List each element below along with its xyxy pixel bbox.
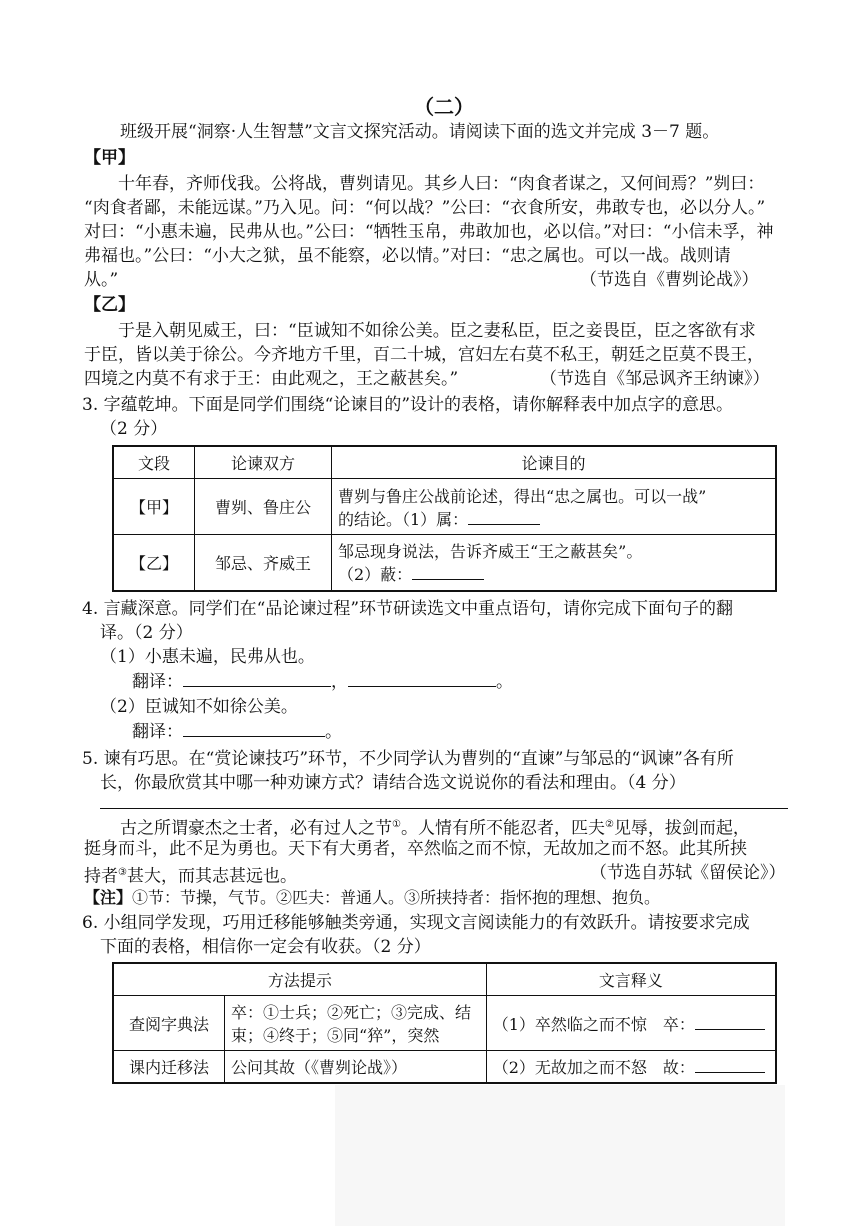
table-header-cell: 文段 [113,446,195,479]
item-cell [486,1051,776,1084]
table-row [113,479,776,535]
passage-3-source: （节选自苏轼《留侯论》） [590,863,786,883]
segment-cell: 【甲】 [113,479,195,535]
question-6-table [112,962,777,1084]
translation-row-1 [132,671,513,693]
question-4-item-2: （2）臣诚知不如徐公美。 [100,697,298,717]
purpose-text: 邹忌现身说法，告诉齐威王“王之蔽甚矣”。 [338,542,643,562]
translation-blank[interactable] [183,671,331,687]
passage-3-line: 挺身而斗，此不足为勇也。天下有大勇者，卒然临之而不惊，无故加之而不怒。此其所挟 [84,839,747,859]
question-5-text-2: 长，你最欣赏其中哪一种劝谏方式？请结合选文说说你的看法和理由。（4 分） [100,773,686,793]
passage-text: 。人情有所不能忍者，匹夫 [400,818,605,839]
passage-text: 甚大，而其志甚远也。 [126,866,297,887]
translate-label: 翻译： [132,672,183,692]
translate-label: 翻译： [132,722,183,742]
passage-jia-source: （节选自《曹刿论战》） [580,270,759,290]
question-3-table [112,445,777,592]
purpose-text: 的结论。（1）属： [338,509,469,529]
intro-text: 班级开展“洞察·人生智慧”文言文探究活动。请阅读下面的选文并完成 3－7 题。 [120,122,720,142]
passage-jia-line: “肉食者鄙，未能远谋。”乃入见。问：“何以战？”公曰：“衣食所安，弗敢专也，必以分人。” [84,198,766,218]
answer-blank-bi[interactable] [412,564,484,580]
translation-blank[interactable] [183,721,325,737]
passage-3-line [120,814,750,840]
note-text: ①节：节操，气节。②匹夫：普通人。③所挟持者：指怀抱的理想、抱负。 [132,888,661,907]
passage-text: 古之所谓豪杰之士者，必有过人之节 [120,818,392,839]
parties-cell: 邹忌、齐威王 [195,535,332,591]
hint-text: 卒：①士兵；②死亡；③完成、结 [231,1003,472,1022]
question-4-text: 4. 言藏深意。同学们在“品论谏过程”环节研读选文中重点语句，请你完成下面句子的翻 [82,599,734,619]
question-6-text-2: 下面的表格，相信你一定会有收获。（2 分） [100,937,431,957]
table-row [113,1051,776,1084]
purpose-cell [332,479,777,535]
purpose-text: （2）蔽： [338,565,413,585]
parties-cell: 曹刿、鲁庄公 [195,479,332,535]
passage-text: 持者 [84,866,118,887]
section-title: （二） [414,95,474,119]
passage-3-line [84,862,297,888]
hint-text: 束；④终于；⑤同“猝”，突然 [231,1026,440,1045]
table-header-cell: 方法提示 [113,963,486,996]
table-header-cell: 文言释义 [486,963,776,996]
item-cell [486,996,776,1051]
section-divider [100,808,788,809]
segment-cell: 【乙】 [113,535,195,591]
footnote-mark: ③ [118,867,127,878]
passage-yi-label: 【乙】 [84,295,135,315]
hint-text: 公问其故（《曹刿论战》） [231,1058,408,1077]
footnote-mark: ① [392,819,401,830]
translation-blank[interactable] [348,671,496,687]
item-text: （2）无故加之而不怒 故： [492,1058,695,1077]
question-3-points: （2 分） [100,419,168,439]
comma: ， [331,672,348,692]
translation-row-2 [132,721,342,743]
method-cell: 查阅字典法 [113,996,225,1051]
period: 。 [496,672,513,692]
scan-background-patch [335,1085,785,1226]
answer-blank-gu[interactable] [695,1057,765,1073]
table-header-cell: 论谏双方 [195,446,332,479]
question-4-points: 译。（2 分） [100,623,193,643]
table-row [113,535,776,591]
purpose-cell [332,535,777,591]
question-3-text: 3. 字蕴乾坤。下面是同学们围绕“论谏目的”设计的表格，请你解释表中加点字的意思。 [82,395,734,415]
item-text: （1）卒然临之而不惊 卒： [492,1014,695,1034]
passage-3-note [84,887,660,909]
passage-jia-label: 【甲】 [84,148,135,168]
passage-yi-line: 于臣，皆以美于徐公。今齐地方千里，百二十城，宫妇左右莫不私王，朝廷之臣莫不畏王， [84,345,764,365]
hint-cell [225,996,487,1051]
passage-jia-line: 从。” [84,270,119,290]
period: 。 [325,722,342,742]
question-6-text: 6. 小组同学发现，巧用迁移能够触类旁通，实现文言阅读能力的有效跃升。请按要求完成 [82,913,750,933]
passage-text: 见辱，拔剑而起， [613,818,750,839]
purpose-text: 曹刿与鲁庄公战前论述，得出“忠之属也。可以一战” [338,486,707,506]
passage-jia-line: 十年春，齐师伐我。公将战，曹刿请见。其乡人曰：“肉食者谋之，又何间焉？”刿曰： [118,174,765,194]
answer-blank-shu[interactable] [468,509,540,525]
note-label: 【注】 [84,888,133,907]
hint-cell [225,1051,487,1084]
footnote-mark: ② [604,819,614,830]
passage-yi-line: 四境之内莫不有求于王：由此观之，王之蔽甚矣。” [84,369,459,389]
table-row [113,996,776,1051]
passage-jia-line: 弗福也。”公曰：“小大之狱，虽不能察，必以情。”对曰：“忠之属也。可以一战。战则请 [84,246,731,266]
answer-blank-zu[interactable] [695,1014,765,1030]
passage-yi-source: （节选自《邹忌讽齐王纳谏》） [540,369,770,389]
passage-yi-line: 于是入朝见威王，曰：“臣诚知不如徐公美。臣之妻私臣，臣之妾畏臣，臣之客欲有求 [118,321,756,341]
method-cell: 课内迁移法 [113,1051,225,1084]
question-5-text: 5. 谏有巧思。在“赏论谏技巧”环节，不少同学认为曹刿的“直谏”与邹忌的“讽谏”各有所 [82,749,734,769]
table-header-cell: 论谏目的 [332,446,777,479]
passage-jia-line: 对曰：“小惠未遍，民弗从也。”公曰：“牺牲玉帛，弗敢加也，必以信。”对曰：“小信未孚，神 [84,222,774,242]
question-4-item-1: （1）小惠未遍，民弗从也。 [100,647,315,667]
